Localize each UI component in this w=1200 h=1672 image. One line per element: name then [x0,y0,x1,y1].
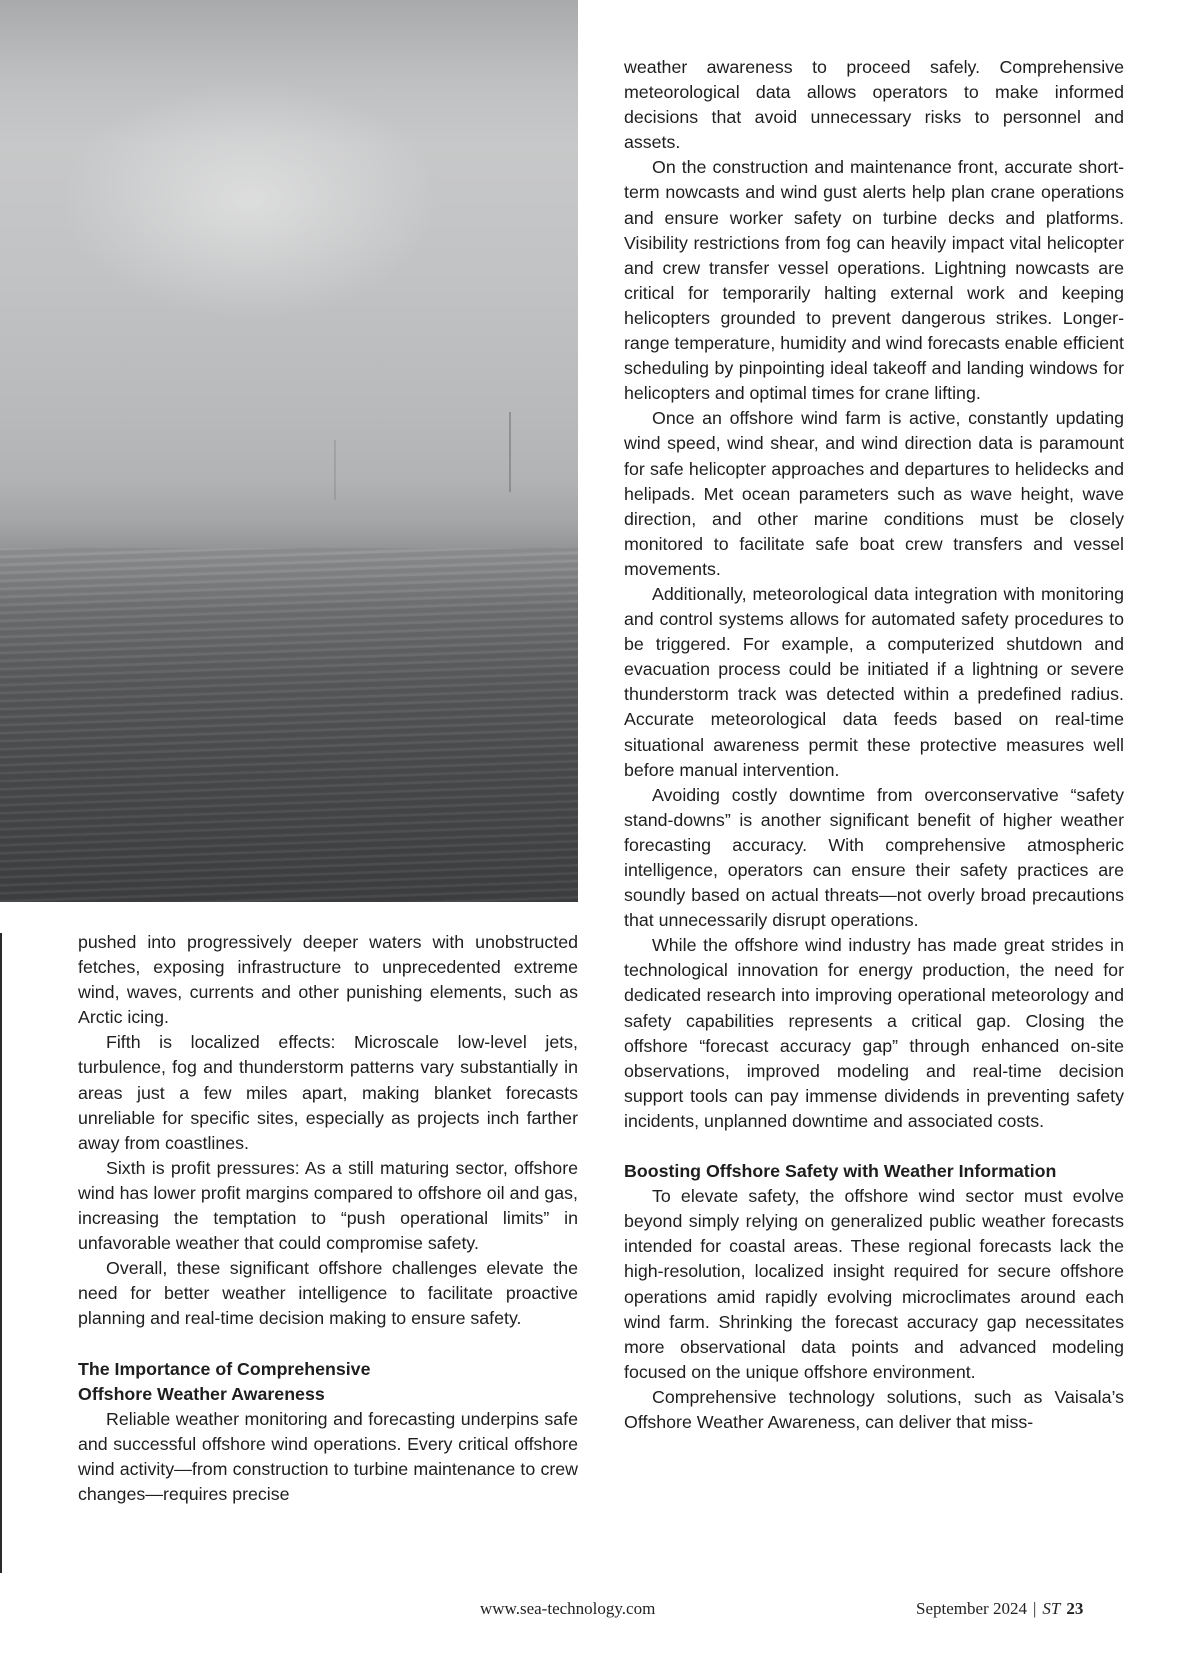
paragraph: While the offshore wind industry has made great strides in technological innovation for energy production, the need for dedicated research into improving operational meteorology and safety capabilities represents a critical gap. Closing the offshore “forecast accuracy gap” through enhanced on-site observations, improved modeling and real-time decision support tools can pay immense dividends in preventing safety incidents, unplanned downtime and associated costs. [624,935,1124,1131]
paragraph: Overall, these significant offshore challenges elevate the need for better weather intelligence to facilitate proactive planning and real-time decision making to ensure safety. [78,1258,578,1329]
photo-sky-glow [60,80,440,320]
paragraph: Fifth is localized effects: Microscale low-level jets, turbulence, fog and thunderstorm patterns vary substantially in areas just a few miles apart, making blanket forecasts unreliable for specific sites, especially as projects inch farther away from coastlines. [78,1032,578,1153]
section-spacer [624,1134,1124,1159]
footer-folio [916,1599,1083,1619]
footer-separator: | [1032,1599,1037,1618]
section-heading [78,1357,578,1407]
paragraph: pushed into progressively deeper waters with unobstructed fetches, exposing infrastructure to unprecedented extreme wind, waves, currents and other punishing elements, such as Arctic icing. [78,932,578,1028]
photo-sea-surface [0,548,578,902]
paragraph: Reliable weather monitoring and forecasting underpins safe and successful offshore wind operations. Every critical offshore wind activity—from construction to turbine maintenance to crew changes—requires precise [78,1408,578,1504]
section-heading-line: The Importance of Comprehensive [78,1358,371,1379]
footer-publication: ST [1042,1599,1061,1618]
distant-turbine [509,412,511,492]
section-spacer [78,1332,578,1357]
paragraph: Additionally, meteorological data integration with monitoring and control systems allows for automated safety procedures to be triggered. For example, a computerized shutdown and evacuation process could be initiated if a lightning or severe thunderstorm track was detected within a predefined radius. Accurate meteorological data feeds based on real-time situational awareness permit these protective measures well before manual intervention. [624,583,1124,780]
footer-website-link[interactable]: www.sea-technology.com [480,1599,656,1618]
paragraph: To elevate safety, the offshore wind sector must evolve beyond simply relying on generalized public weather forecasts intended for coastal areas. These regional forecasts lack the high-resolution, localized insight required for secure offshore operations amid rapidly evolving microclimates around each wind farm. Shrinking the forecast accuracy gap necessitates more observational data points and advanced modeling focused on the unique offshore environment. [624,1186,1124,1382]
section-heading-line: Offshore Weather Awareness [78,1383,325,1404]
article-column-left [78,930,578,1507]
page-number: 23 [1066,1599,1084,1618]
paragraph: Comprehensive technology solutions, such as Vaisala’s Offshore Weather Awareness, can deliver that miss- [624,1386,1124,1432]
column-rule [0,933,2,1573]
paragraph: On the construction and maintenance front, accurate short-term nowcasts and wind gust alerts help plan crane operations and ensure worker safety on turbine decks and platforms. Visibility restrictions from fog can heavily impact vital helicopter and crew transfer vessel operations. Lightning nowcasts are critical for temporarily halting external work and keeping helicopters grounded to prevent dangerous strikes. Longer-range temperature, humidity and wind forecasts enable efficient scheduling by pinpointing ideal takeoff and landing windows for helicopters and optimal times for crane lifting. [624,157,1124,404]
section-heading: Boosting Offshore Safety with Weather Information [624,1161,1057,1182]
paragraph: Sixth is profit pressures: As a still maturing sector, offshore wind has lower profit margins compared to offshore oil and gas, increasing the temptation to “push operational limits” in unfavorable weather that could compromise safety. [78,1157,578,1254]
article-column-right [624,55,1124,1435]
footer-date: September 2024 [916,1599,1027,1618]
paragraph: Avoiding costly downtime from overconservative “safety stand-downs” is another significant benefit of higher weather forecasting accuracy. With comprehensive atmospheric intelligence, operators can ensure their safety practices are soundly based on actual threats—not overly broad precautions that unnecessarily disrupt operations. [624,784,1124,931]
paragraph: weather awareness to proceed safely. Comprehensive meteorological data allows operators to make informed decisions that avoid unnecessary risks to personnel and assets. [624,57,1124,153]
sea-fog-photo [0,0,578,902]
distant-turbine [334,440,336,500]
paragraph: Once an offshore wind farm is active, constantly updating wind speed, wind shear, and wind direction data is paramount for safe helicopter approaches and departures to helidecks and helipads. Met ocean parameters such as wave height, wave direction, and other marine conditions must be closely monitored to facilitate safe boat crew transfers and vessel movements. [624,408,1124,579]
